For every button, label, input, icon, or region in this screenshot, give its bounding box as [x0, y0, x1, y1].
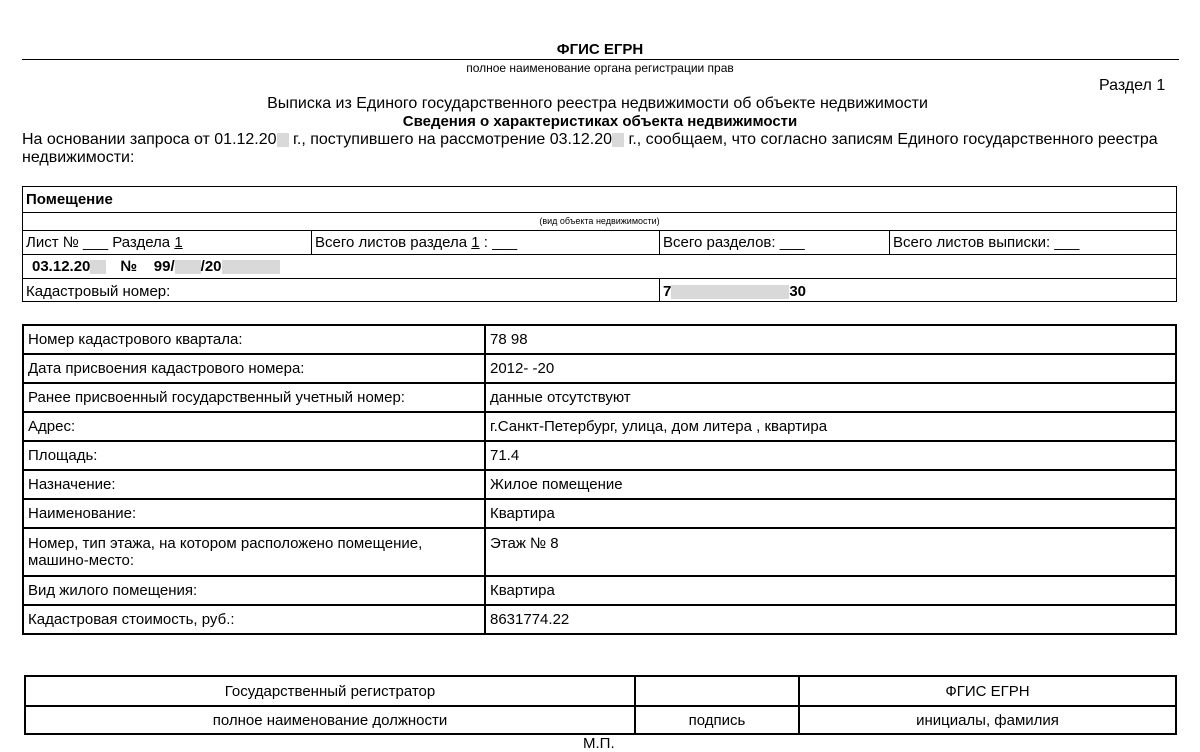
total-sheets-section-value: 1 — [471, 234, 480, 251]
sheet-number-value: 1 — [174, 234, 183, 251]
detail-value: 8631774.22 — [485, 605, 1176, 634]
cadastral-value-p2: 30 — [789, 283, 807, 300]
section-label: Раздел 1 — [1099, 77, 1166, 94]
table-row — [23, 470, 1176, 499]
total-sheets-section — [315, 234, 517, 251]
detail-value: Жилое помещение — [485, 470, 1176, 499]
org-underline — [22, 59, 1179, 60]
position-caption: полное наименование должности — [25, 706, 635, 734]
record-date: 03.12.20 — [32, 258, 91, 275]
detail-label: Дата присвоения кадастрового номера: — [23, 354, 485, 383]
registrar-org: ФГИС ЕГРН — [799, 676, 1176, 706]
name-caption: инициалы, фамилия — [799, 706, 1176, 734]
basis-part-2: г., поступившего на рассмотрение 03.12.20 — [288, 131, 612, 148]
table-row — [23, 605, 1176, 634]
table-row — [23, 354, 1176, 383]
detail-value: Квартира — [485, 499, 1176, 528]
signature-table — [24, 675, 1177, 735]
table-row — [23, 325, 1176, 354]
registrar-title: Государственный регистратор — [25, 676, 635, 706]
detail-value: данные отсутствуют — [485, 383, 1176, 412]
signature-blank — [635, 676, 799, 706]
detail-label: Кадастровая стоимость, руб.: — [23, 605, 485, 634]
details-table — [22, 324, 1177, 635]
detail-label: Номер, тип этажа, на котором расположено помещение, машино-место: — [23, 528, 485, 576]
basis-text — [22, 131, 1158, 149]
cadastral-value — [663, 283, 806, 300]
basis-part-1: На основании запроса от 01.12.20 — [22, 131, 277, 148]
redaction — [175, 260, 201, 274]
vline — [311, 230, 312, 254]
detail-label: Назначение: — [23, 470, 485, 499]
record-number-p2: /20 — [200, 258, 222, 275]
object-type: Помещение — [26, 191, 113, 208]
rule — [23, 212, 1176, 213]
object-type-caption: (вид объекта недвижимости) — [539, 216, 660, 226]
cadastral-label: Кадастровый номер: — [26, 283, 171, 300]
redaction — [277, 133, 289, 147]
detail-value: Квартира — [485, 576, 1176, 605]
table-row — [23, 383, 1176, 412]
cadastral-value-p1: 7 — [663, 283, 672, 300]
org-caption: полное наименование органа регистрации прав — [466, 61, 734, 75]
detail-value: 2012- -20 — [485, 354, 1176, 383]
vline — [889, 230, 890, 254]
basis-text-line2: недвижимости: — [22, 149, 135, 166]
extract-title: Выписка из Единого государственного реестра недвижимости об объекте недвижимости — [267, 95, 928, 112]
signature-row — [25, 676, 1176, 706]
vline — [659, 278, 660, 302]
redaction — [671, 285, 789, 299]
object-table — [22, 186, 1177, 302]
record-number-label: № — [120, 258, 138, 275]
detail-label: Вид жилого помещения: — [23, 576, 485, 605]
table-row — [23, 441, 1176, 470]
detail-value: 71.4 — [485, 441, 1176, 470]
org-name: ФГИС ЕГРН — [556, 41, 644, 58]
table-row — [23, 412, 1176, 441]
stamp-label: М.П. — [583, 735, 615, 752]
detail-label: Адрес: — [23, 412, 485, 441]
total-sheets-section-tail: : ___ — [479, 234, 518, 251]
rule — [23, 230, 1176, 231]
record-number-p1: 99/ — [153, 258, 175, 275]
redaction — [612, 133, 624, 147]
basis-part-3: г., сообщаем, что согласно записям Единого государственного реестра — [624, 131, 1158, 148]
table-row — [23, 576, 1176, 605]
detail-label: Ранее присвоенный государственный учетный номер: — [23, 383, 485, 412]
detail-label: Наименование: — [23, 499, 485, 528]
detail-label: Площадь: — [23, 441, 485, 470]
table-row — [23, 499, 1176, 528]
detail-label: Номер кадастрового квартала: — [23, 325, 485, 354]
total-sheets-section-label: Всего листов раздела — [315, 234, 472, 251]
total-sections: Всего разделов: ___ — [663, 234, 805, 251]
redaction — [222, 260, 280, 274]
table-row — [23, 528, 1176, 576]
redaction — [90, 260, 106, 274]
detail-value: Этаж № 8 — [485, 528, 1176, 576]
detail-value: г.Санкт-Петербург, улица, дом литера , квартира — [485, 412, 1176, 441]
vline — [659, 230, 660, 254]
sheet-number — [26, 234, 183, 251]
detail-value: 78 98 — [485, 325, 1176, 354]
rule — [23, 254, 1176, 255]
signature-caption-row — [25, 706, 1176, 734]
extract-subtitle: Сведения о характеристиках объекта недвижимости — [402, 113, 798, 130]
sign-caption: подпись — [635, 706, 799, 734]
record-date-number — [32, 258, 280, 275]
rule — [23, 278, 1176, 279]
sheet-number-label: Лист № ___ Раздела — [26, 234, 175, 251]
total-sheets-extract: Всего листов выписки: ___ — [893, 234, 1080, 251]
